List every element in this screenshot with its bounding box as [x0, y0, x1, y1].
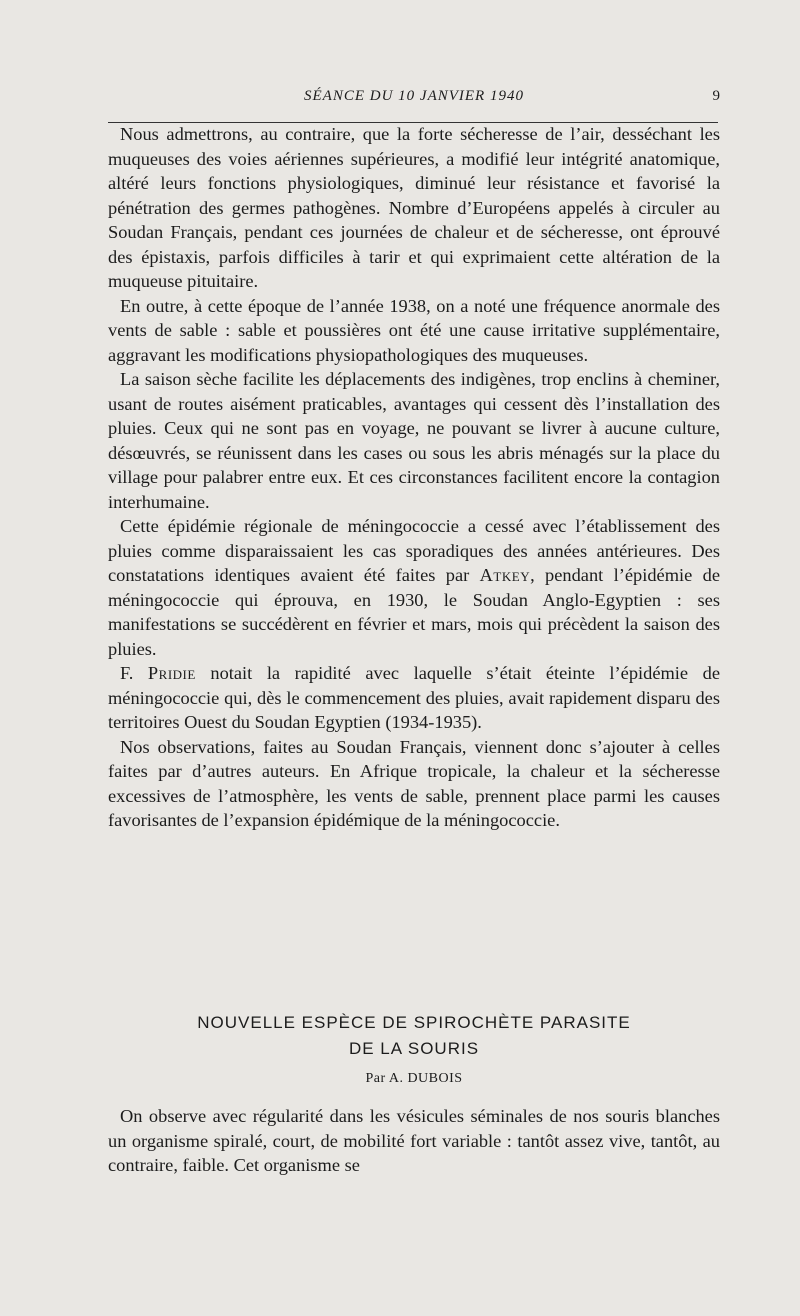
paragraph-text: notait la rapidité avec laquelle s’était éteinte l’épidémie de méningococcie qui, dès le commencement des pluies, avait rapidement disparu des territoires Ouest du Soudan Egyptien (1934-1935).	[108, 663, 720, 732]
paragraph-text: F.	[120, 663, 134, 683]
byline: Par A. DUBOIS	[365, 1071, 463, 1086]
article-title	[108, 1010, 720, 1062]
article-title-line: DE LA SOURIS	[348, 1039, 480, 1058]
article-continuation	[108, 122, 720, 833]
author-name-pridie: Pridie	[147, 663, 196, 683]
article-title-line: NOUVELLE ESPÈCE DE SPIROCHÈTE PARASITE	[197, 1013, 631, 1032]
author-name-atkey: Atkey	[479, 565, 531, 585]
page-number: 9	[712, 88, 720, 104]
paragraph	[108, 514, 720, 661]
paragraph-text: , pendant l’épidémie de méningococcie qui éprouva, en 1930, le Soudan Anglo-Egyptien : ses manifestations se succédèrent en février et mars, mois qui précèdent la saison des pluies.	[108, 565, 720, 659]
article-body	[108, 1104, 720, 1178]
paragraph: La saison sèche facilite les déplacements des indigènes, trop enclins à cheminer, usant de routes aisément praticables, avantages qui cessent dès l’installation des pluies. Ceux qui ne sont pas en voyage, ne pouvant se livrer à aucune culture, désœuvrés, se réunissent dans les cases ou sous les abris ménagés sur la place du village pour palabrer entre eux. Et ces circonstances facilitent encore la contagion interhumaine.	[108, 369, 720, 512]
running-head: SÉANCE DU 10 JANVIER 1940	[304, 88, 524, 104]
paragraph: En outre, à cette époque de l’année 1938, on a noté une fréquence anormale des vents de sable : sable et poussières ont été une cause irritative supplémentaire, aggravant les modifications physiopathologiques des muqueuses.	[108, 295, 720, 365]
paragraph: Nos observations, faites au Soudan Français, viennent donc s’ajouter à celles faites par d’autres auteurs. En Afrique tropicale, la chaleur et la sécheresse excessives de l’atmosphère, les vents de sable, prennent place parmi les causes favorisantes de l’expansion épidémique de la méningococcie.	[108, 736, 720, 830]
paragraph	[108, 661, 720, 735]
paragraph-text: Cette épidémie régionale de méningococcie a cessé avec l’établissement des pluies comme disparaissaient les cas sporadiques des années antérieures. Des constatations identiques avaient été faites par	[108, 516, 720, 585]
paragraph: Nous admettrons, au contraire, que la forte sécheresse de l’air, desséchant les muqueuses des voies aériennes supérieures, a modifié leur intégrité anatomique, altéré leurs fonctions physiologiques, diminué leur résistance et favorisé la pénétration des germes pathogènes. Nombre d’Européens appelés à circuler au Soudan Français, pendant ces journées de chaleur et de sécheresse, ont éprouvé des épistaxis, parfois difficiles à tarir et qui exprimaient cette altération de la muqueuse pituitaire.	[108, 124, 720, 291]
page-header	[108, 88, 720, 112]
paragraph: On observe avec régularité dans les vésicules séminales de nos souris blanches un organisme spiralé, court, de mobilité fort variable : tantôt assez vive, tantôt, au contraire, faible. Cet organisme se	[108, 1106, 720, 1175]
